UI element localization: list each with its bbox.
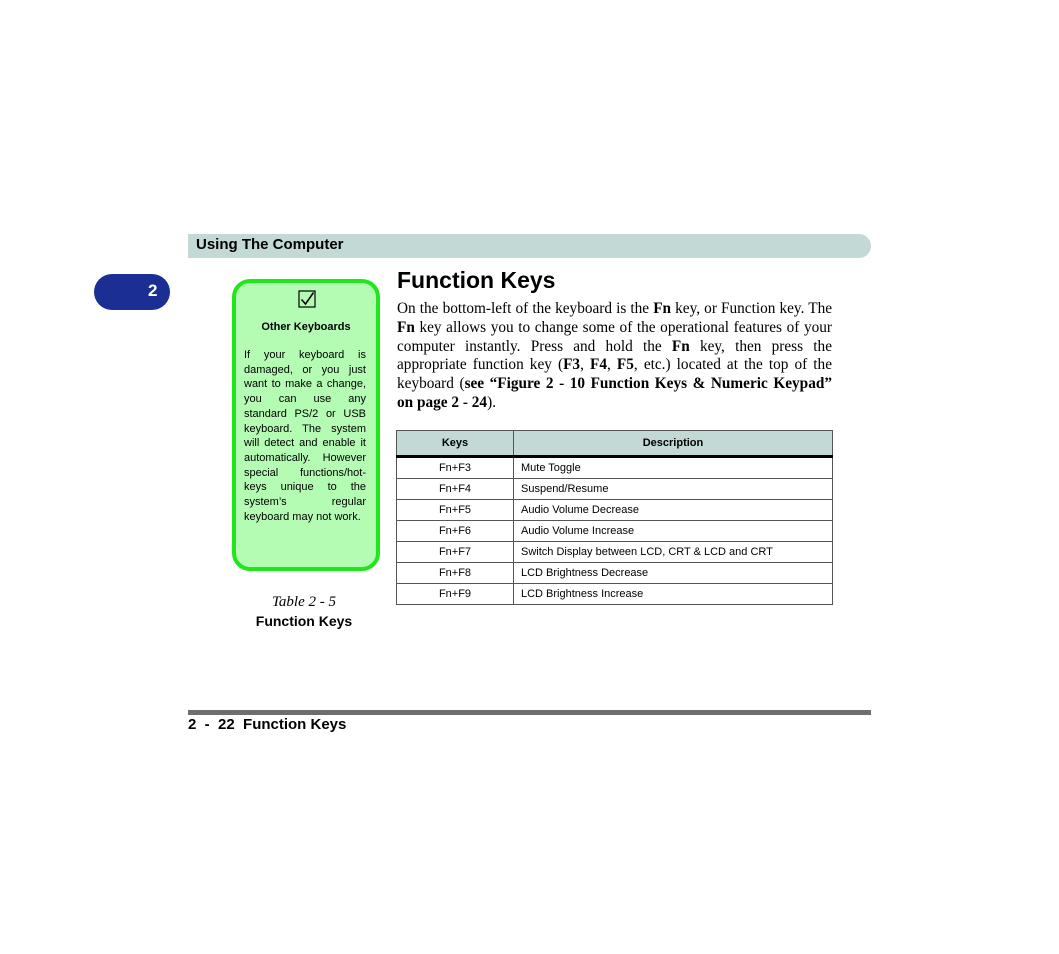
table-row — [397, 584, 833, 605]
intro-text: key allows you to change some of the operational features of your computer instantly. Press and hold the — [397, 318, 832, 355]
key-cell: Fn+F6 — [397, 521, 514, 542]
table-caption-title: Function Keys — [255, 613, 353, 629]
description-cell: Mute Toggle — [514, 457, 833, 479]
column-header-description: Description — [514, 431, 833, 457]
table-row — [397, 479, 833, 500]
intro-bold-fn: Fn — [397, 318, 415, 336]
key-cell: Fn+F8 — [397, 563, 514, 584]
table-caption — [232, 593, 376, 630]
table-row — [397, 457, 833, 479]
chapter-header-bar — [188, 234, 871, 258]
figure-cross-reference[interactable]: see “Figure 2 - 10 Function Keys & Numeric Keypad” on page 2 - 24 — [397, 375, 832, 411]
intro-text: ). — [487, 393, 497, 411]
table-row — [397, 542, 833, 563]
intro-bold-fn: Fn — [653, 300, 672, 317]
description-cell: LCD Brightness Decrease — [514, 563, 833, 584]
table-row — [397, 563, 833, 584]
key-cell: Fn+F5 — [397, 500, 514, 521]
intro-bold-fn: Fn — [671, 337, 690, 355]
checkbox-checked-icon — [298, 290, 316, 308]
intro-text: , — [607, 356, 617, 374]
description-cell: Audio Volume Increase — [514, 521, 833, 542]
intro-bold-f3: F3 — [563, 356, 581, 374]
table-header-row — [397, 431, 833, 457]
intro-bold-f5: F5 — [616, 356, 634, 374]
key-cell: Fn+F4 — [397, 479, 514, 500]
intro-text: , — [580, 356, 590, 374]
table-caption-number: Table 2 - 5 — [271, 594, 337, 610]
key-cell: Fn+F7 — [397, 542, 514, 563]
description-cell: Suspend/Resume — [514, 479, 833, 500]
page-footer: 2 - 22 Function Keys — [188, 716, 347, 733]
intro-text: key, or Function key. The — [671, 300, 833, 317]
footer-rule — [188, 710, 871, 715]
intro-bold-f4: F4 — [590, 356, 607, 374]
column-header-keys: Keys — [397, 431, 514, 457]
note-title: Other Keyboards — [261, 321, 351, 333]
function-keys-table — [396, 430, 833, 605]
intro-paragraph — [397, 300, 832, 413]
description-cell: LCD Brightness Increase — [514, 584, 833, 605]
intro-text: On the bottom-left of the keyboard is the — [397, 300, 654, 317]
note-body: If your keyboard is damaged, or you just want to make a change, you can use any standard PS/2 or USB keyboard. The system will detect and enable it automatically. However special functions/hot-keys unique to the system’s regular keyboard may not work. — [244, 349, 366, 523]
chapter-tab[interactable] — [94, 274, 170, 310]
table-row — [397, 521, 833, 542]
chapter-number: 2 — [148, 281, 158, 300]
sidebar-note-box — [232, 279, 380, 571]
intro-text: key, then press the appropriate function key ( — [397, 337, 832, 374]
section-heading: Function Keys — [397, 267, 556, 293]
table-row — [397, 500, 833, 521]
description-cell: Audio Volume Decrease — [514, 500, 833, 521]
description-cell: Switch Display between LCD, CRT & LCD and CRT — [514, 542, 833, 563]
key-cell: Fn+F3 — [397, 457, 514, 479]
intro-text: , etc.) located at the top of the keyboard ( — [397, 356, 832, 393]
key-cell: Fn+F9 — [397, 584, 514, 605]
header-title: Using The Computer — [196, 236, 344, 253]
